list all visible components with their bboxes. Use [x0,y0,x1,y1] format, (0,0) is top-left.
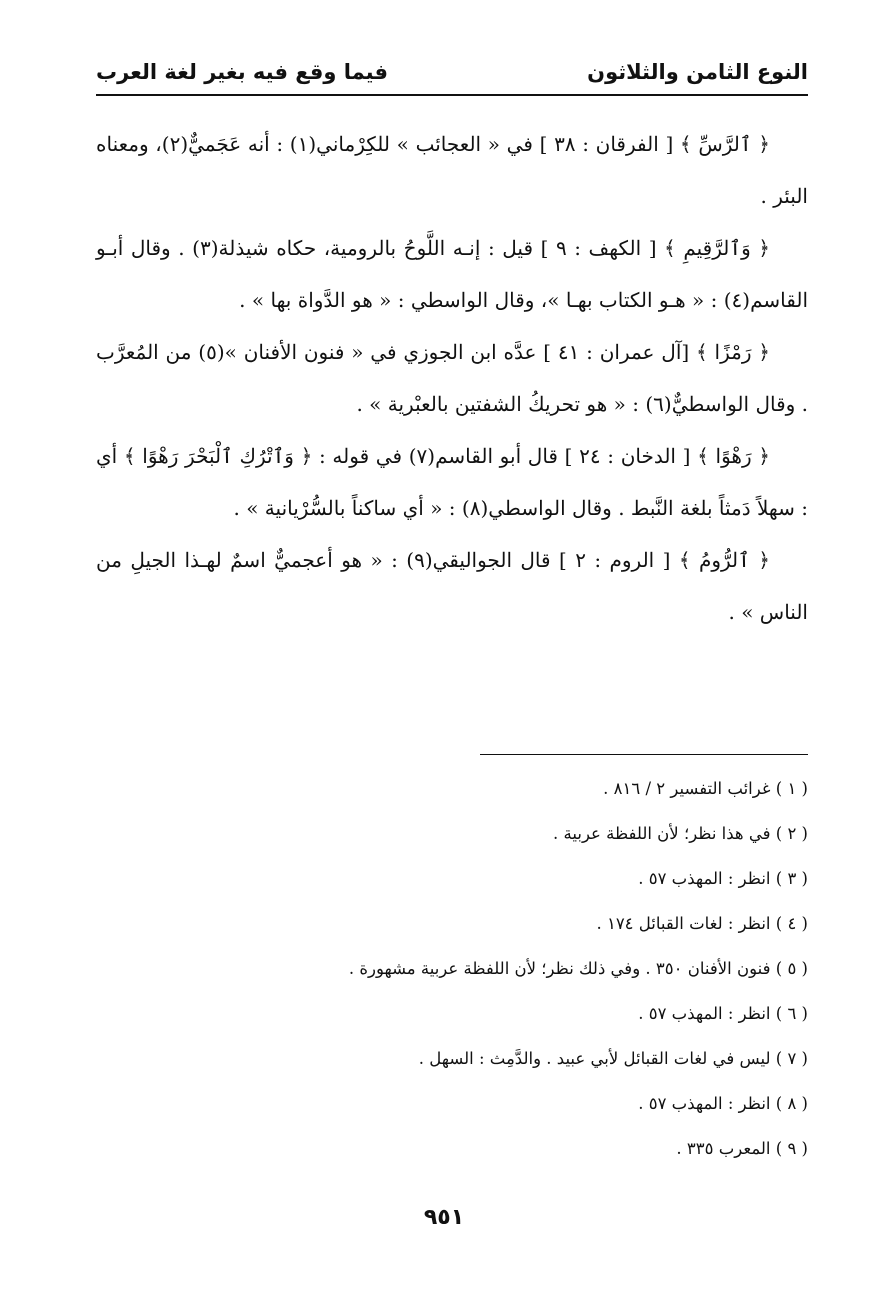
footnote-8: ( ٨ ) انظر : المهذب ٥٧ . [638,1094,808,1113]
main-text [96,118,808,638]
paragraph-ar-rum: ﴿ ٱلرُّومُ ﴾ [ الروم : ٢ ] قال الجواليقي(٩) : « هو أعجميٌّ اسمٌ لهـذا الجيلِ من الناس » . [96,548,808,624]
paragraph-rahwan: ﴿ رَهْوًا ﴾ [ الدخان : ٢٤ ] قال أبو القاسم(٧) في قوله : ﴿ وَٱتْرُكِ ٱلْبَحْرَ رَهْوًا ﴾ أي : سهلاً دَمثاً بلغة النَّبط . وقال الواسطي(٨) : « أي ساكناً بالسُّرْيانية » . [96,444,808,520]
footnote-3: ( ٣ ) انظر : المهذب ٥٧ . [638,869,808,888]
section-title: فيما وقع فيه بغير لغة العرب [96,60,389,84]
header-rule [96,94,808,96]
footnote-7: ( ٧ ) ليس في لغات القبائل لأبي عبيد . والدَّمِث : السهل . [418,1049,808,1068]
footnote-5: ( ٥ ) فنون الأفنان ٣٥٠ . وفي ذلك نظر؛ لأن اللفظة عربية مشهورة . [348,959,808,978]
paragraph-al-raqim: ﴿ وَٱلرَّقِيمِ ﴾ [ الكهف : ٩ ] قيل : إنـه اللَّوحُ بالرومية، حكاه شيذلة(٣) . وقال أبـو القاسم(٤) : « هـو الكتاب بهـا »، وقال الواسطي : « هو الدَّواة بها » . [96,236,808,312]
footnote-2: ( ٢ ) في هذا نظر؛ لأن اللفظة عربية . [553,824,808,843]
footnote-9: ( ٩ ) المعرب ٣٣٥ . [676,1139,808,1158]
paragraph-al-rass: ﴿ ٱلرَّسِّ ﴾ [ الفرقان : ٣٨ ] في « العجائب » للكِرْماني(١) : أنه عَجَميٌّ(٢)، ومعناه البئر . [96,132,808,208]
running-header [96,52,808,92]
footnotes [96,766,808,1171]
footnote-1: ( ١ ) غرائب التفسير ٢ / ٨١٦ . [603,779,808,798]
paragraph-ramzan: ﴿ رَمْزًا ﴾ [آل عمران : ٤١ ] عدَّه ابن الجوزي في « فنون الأفنان »(٥) من المُعرَّب . وقال الواسطيٌّ(٦) : « هو تحريكُ الشفتين بالعبْرية » . [96,340,808,416]
footnote-4: ( ٤ ) انظر : لغات القبائل ١٧٤ . [596,914,808,933]
footnote-6: ( ٦ ) انظر : المهذب ٥٧ . [638,1004,808,1023]
footnote-separator [480,754,808,755]
page-number: ٩٥١ [423,1205,465,1230]
chapter-title: النوع الثامن والثلاثون [587,60,808,84]
